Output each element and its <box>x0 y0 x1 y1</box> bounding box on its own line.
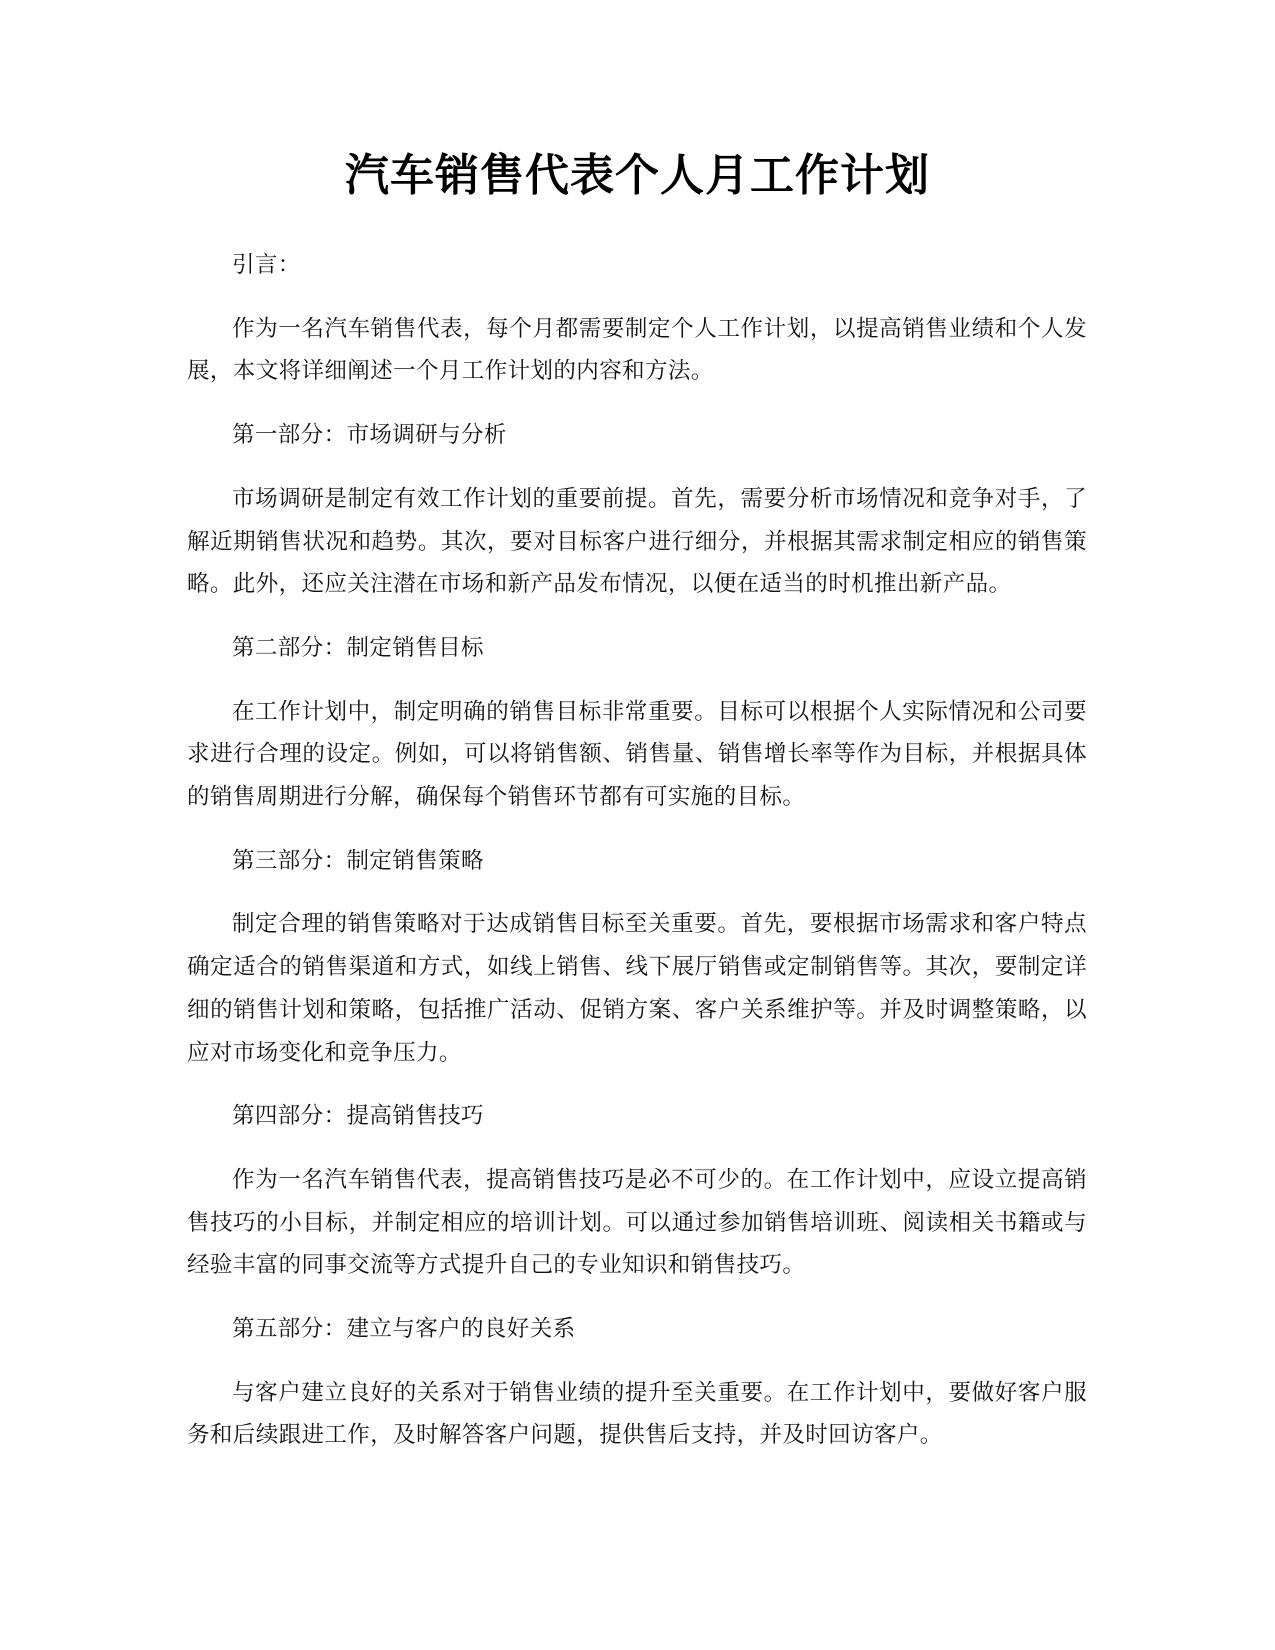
section-heading-part-3: 第三部分：制定销售策略 <box>232 847 484 874</box>
section-heading-part-4: 第四部分：提高销售技巧 <box>232 1103 484 1130</box>
paragraph-part-2: 在工作计划中，制定明确的销售目标非常重要。目标可以根据个人实际情况和公司要求进行合理的设定。例如，可以将销售额、销售量、销售增长率等作为目标，并根据具体的销售周期进行分解，确保每个销售环节都有可实施的目标。 <box>187 698 1087 811</box>
paragraph-part-5: 与客户建立良好的关系对于销售业绩的提升至关重要。在工作计划中，要做好客户服务和后续跟进工作，及时解答客户问题，提供售后支持，并及时回访客户。 <box>187 1379 1087 1449</box>
paragraph-part-4: 作为一名汽车销售代表，提高销售技巧是必不可少的。在工作计划中，应设立提高销售技巧的小目标，并制定相应的培训计划。可以通过参加销售培训班、阅读相关书籍或与经验丰富的同事交流等方式提升自己的专业知识和销售技巧。 <box>187 1166 1087 1279</box>
paragraph-part-3: 制定合理的销售策略对于达成销售目标至关重要。首先，要根据市场需求和客户特点确定适合的销售渠道和方式，如线上销售、线下展厅销售或定制销售等。其次，要制定详细的销售计划和策略，包括推广活动、促销方案、客户关系维护等。并及时调整策略，以应对市场变化和竞争压力。 <box>187 911 1087 1066</box>
section-heading-intro: 引言： <box>232 252 301 278</box>
document-title: 汽车销售代表个人月工作计划 <box>345 150 930 201</box>
section-heading-part-1: 第一部分：市场调研与分析 <box>232 422 507 449</box>
section-heading-part-5: 第五部分：建立与客户的良好关系 <box>232 1316 576 1343</box>
document-body <box>187 244 1087 1478</box>
section-heading-part-2: 第二部分：制定销售目标 <box>232 634 484 661</box>
paragraph-part-1: 市场调研是制定有效工作计划的重要前提。首先，需要分析市场情况和竞争对手，了解近期销售状况和趋势。其次，要对目标客户进行细分，并根据其需求制定相应的销售策略。此外，还应关注潜在市场和新产品发布情况，以便在适当的时机推出新产品。 <box>187 485 1087 598</box>
paragraph-intro: 作为一名汽车销售代表，每个月都需要制定个人工作计划，以提高销售业绩和个人发展，本文将详细阐述一个月工作计划的内容和方法。 <box>187 315 1087 385</box>
